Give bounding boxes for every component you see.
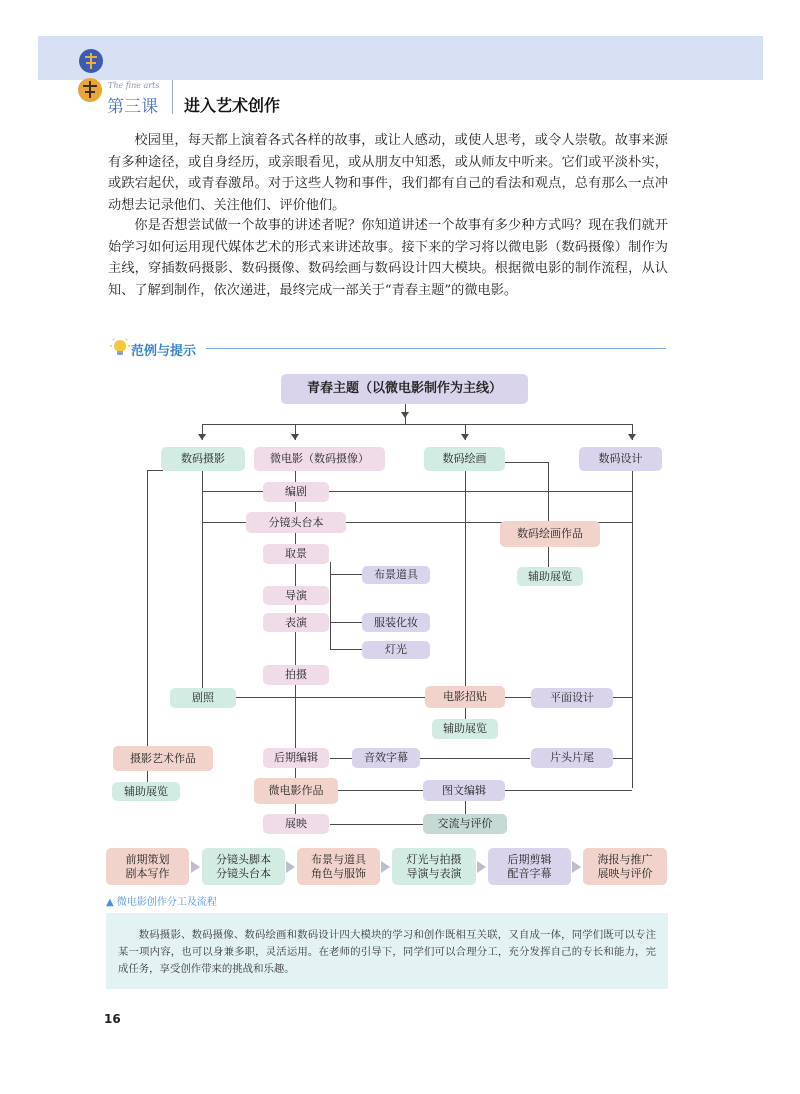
pipeline-stage-line2: 分镜头台本 bbox=[216, 866, 271, 880]
pipeline-stage-line2: 展映与评价 bbox=[597, 866, 653, 880]
figure-caption: ▲ 微电影创作分工及流程 bbox=[106, 897, 217, 908]
poster-exhibit: 辅助展览 bbox=[432, 719, 498, 739]
pipeline-stage-line1: 分镜头脚本 bbox=[216, 852, 271, 866]
photo-exhibit: 辅助展览 bbox=[112, 782, 180, 801]
step-poster: 电影招贴 bbox=[425, 686, 505, 708]
step-lighting: 灯光 bbox=[362, 641, 430, 659]
step-shooting: 拍摄 bbox=[263, 665, 329, 685]
paint-work: 数码绘画作品 bbox=[500, 521, 600, 547]
section-title: 范例与提示 bbox=[131, 344, 197, 359]
step-post-edit: 后期编辑 bbox=[263, 748, 329, 768]
intro-paragraph: 校园里，每天都上演着各式各样的故事，或让人感动，或使人思考，或令人崇敬。故事来源有多种途径，或自身经历，或亲眼看见，或从朋友中知悉，或从师友中听来。它们或平淡朴实，或跌宕起伏，或青春激昂。对于这些人物和事件，我们都有自己的看法和观点，总有那么一点冲动想去记录他们、关注他们、评价他们。 bbox=[108, 133, 668, 214]
header-subtitle: The fine arts bbox=[108, 81, 160, 90]
step-stills: 剧照 bbox=[170, 688, 236, 708]
pipeline-stage-line2: 导演与表演 bbox=[406, 866, 462, 880]
step-graphic-design: 平面设计 bbox=[531, 688, 613, 708]
arrow-right-icon bbox=[572, 861, 581, 873]
arrow-right-icon bbox=[477, 861, 486, 873]
step-exchange: 交流与评价 bbox=[423, 814, 507, 834]
step-script: 编剧 bbox=[263, 482, 329, 502]
goal-paragraph: 你是否想尝试做一个故事的讲述者呢？你知道讲述一个故事有多少种方式吗？现在我们就开始学习如何运用现代媒体艺术的形式来讲述故事。接下来的学习将以微电影（数码摄像）制作为主线，穿插数码摄影、数码摄像、数码绘画与数码设计四大模块。根据微电影的制作流程，从认知、了解到制作，依次递进，最终完成一部关于“青春主题”的微电影。 bbox=[108, 218, 668, 299]
paint-exhibit: 辅助展览 bbox=[517, 567, 583, 586]
lesson-number: 第三课 bbox=[107, 97, 158, 117]
pipeline-stage-3 bbox=[297, 848, 380, 885]
arrow-right-icon bbox=[191, 861, 200, 873]
tip-text: 数码摄影、数码摄像、数码绘画和数码设计四大模块的学习和创作既相互关联，又自成一体，同学们既可以专注某一项内容，也可以身兼多职，灵活运用。在老师的引导下，同学们可以合理分工，充分发挥自己的专长和能力，完成任务，享受创作带来的挑战和乐趣。 bbox=[118, 929, 656, 975]
module-design: 数码设计 bbox=[579, 447, 662, 471]
pipeline-stage-4 bbox=[392, 848, 476, 885]
pipeline-stage-line1: 前期策划 bbox=[125, 852, 170, 866]
module-paint: 数码绘画 bbox=[424, 447, 505, 471]
module-photo: 数码摄影 bbox=[161, 447, 245, 471]
photo-work: 摄影艺术作品 bbox=[113, 746, 213, 771]
lesson-title: 进入艺术创作 bbox=[184, 96, 281, 115]
step-set-props: 布景道具 bbox=[362, 566, 430, 584]
pipeline-stage-line1: 海报与推广 bbox=[597, 852, 653, 866]
step-sound-subtitle: 音效字幕 bbox=[352, 748, 420, 768]
step-storyboard: 分镜头台本 bbox=[246, 512, 346, 533]
pipeline-stage-line1: 后期剪辑 bbox=[507, 852, 552, 866]
step-directing: 导演 bbox=[263, 586, 329, 605]
root-node: 青春主题（以微电影制作为主线） bbox=[281, 374, 528, 404]
pipeline-stage-6 bbox=[583, 848, 667, 885]
module-film: 微电影（数码摄像） bbox=[254, 447, 385, 471]
page-number: 16 bbox=[104, 1012, 121, 1026]
pipeline-stage-line2: 角色与服饰 bbox=[311, 866, 366, 880]
pipeline-stage-line1: 灯光与拍摄 bbox=[406, 852, 462, 866]
step-acting: 表演 bbox=[263, 613, 329, 632]
step-screening: 展映 bbox=[263, 814, 329, 834]
step-framing: 取景 bbox=[263, 544, 329, 564]
pipeline-stage-line1: 布景与道具 bbox=[311, 852, 366, 866]
pipeline-stage-1 bbox=[106, 848, 189, 885]
pipeline-stage-line2: 配音字幕 bbox=[507, 866, 552, 880]
arrow-right-icon bbox=[381, 861, 390, 873]
arrow-right-icon bbox=[286, 861, 295, 873]
step-titles: 片头片尾 bbox=[531, 748, 613, 768]
tip-box bbox=[106, 913, 668, 989]
pipeline-stage-line2: 剧本写作 bbox=[125, 866, 170, 880]
step-text-edit: 图文编辑 bbox=[423, 780, 505, 801]
step-costume: 服装化妆 bbox=[362, 613, 430, 632]
pipeline-stage-2 bbox=[202, 848, 285, 885]
pipeline-stage-5 bbox=[488, 848, 571, 885]
film-work: 微电影作品 bbox=[254, 778, 338, 804]
